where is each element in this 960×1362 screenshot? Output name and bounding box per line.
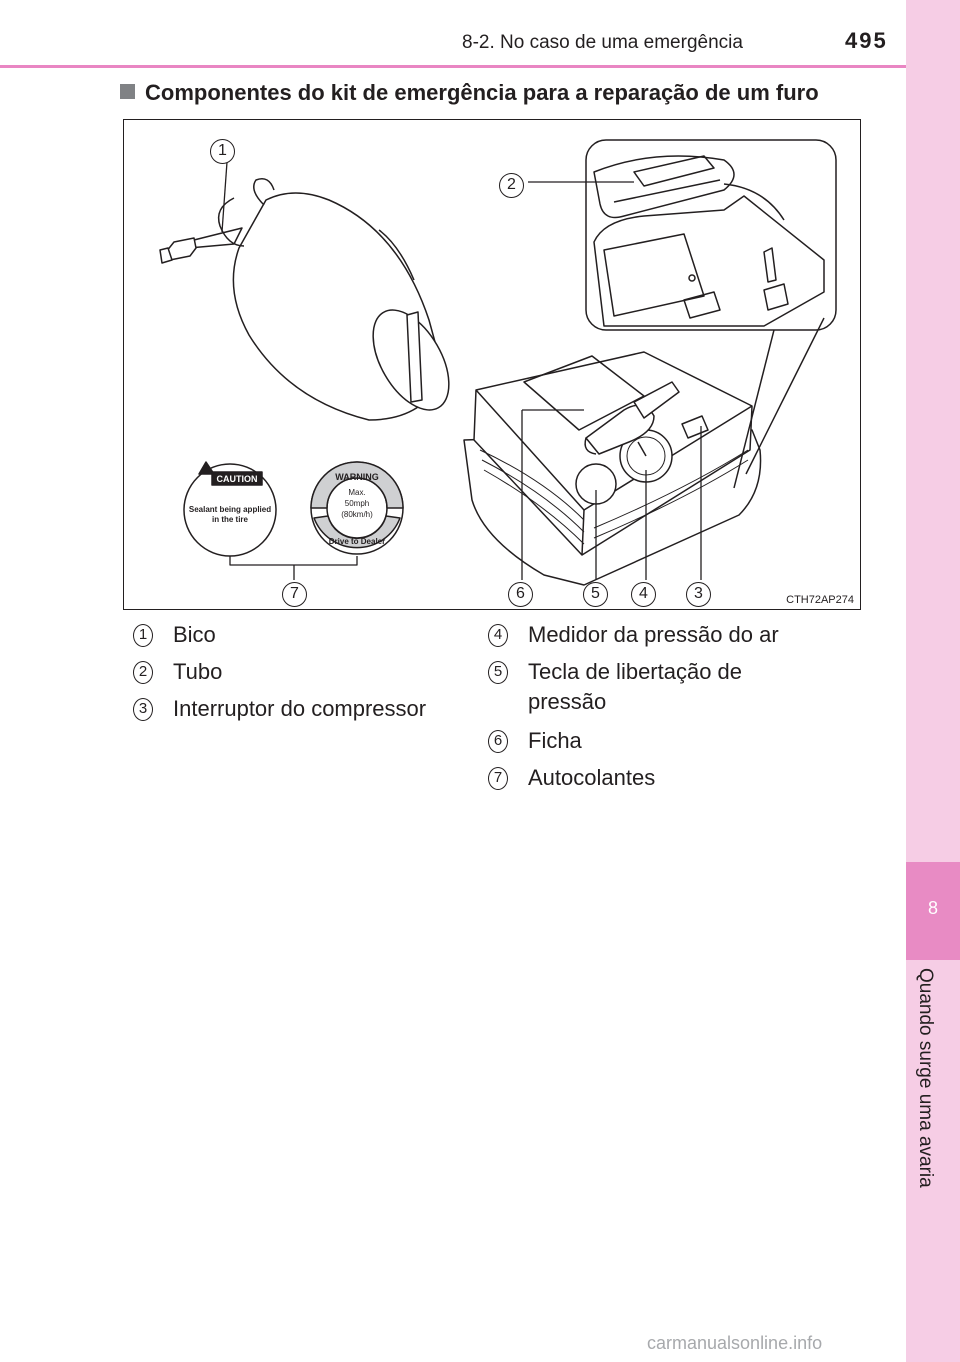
section-title — [120, 80, 819, 106]
warning-sticker-max: Max. — [348, 488, 366, 497]
caution-sticker-line1: Sealant being applied — [188, 505, 272, 514]
figure-callout-5: 5 — [583, 582, 608, 607]
square-bullet-icon — [120, 84, 135, 99]
figure-callout-3: 3 — [686, 582, 711, 607]
caution-sticker-line2: in the tire — [211, 515, 249, 524]
compressor-drawing — [464, 352, 761, 585]
figure-callout-4: 4 — [631, 582, 656, 607]
legend-text-7: Autocolantes — [528, 765, 656, 790]
legend-text-1: Bico — [173, 622, 216, 647]
legend-num-5: 5 — [488, 661, 508, 684]
sealant-bottle-drawing — [160, 179, 464, 423]
header-divider — [0, 65, 906, 68]
warning-sticker-header: WARNING — [335, 472, 379, 482]
legend-num-2: 2 — [133, 661, 153, 684]
caution-sticker-header: CAUTION — [216, 474, 258, 484]
legend-text-6: Ficha — [528, 728, 582, 753]
zoom-inset-drawing — [586, 140, 836, 330]
legend-num-6: 6 — [488, 730, 508, 753]
figure-emergency-kit — [123, 119, 861, 610]
figure-callout-6: 6 — [508, 582, 533, 607]
legend-text-2: Tubo — [173, 659, 223, 684]
warning-sticker-footer: Drive to Dealer — [328, 537, 386, 546]
page-number: 495 — [845, 28, 888, 53]
figure-callout-7: 7 — [282, 582, 307, 607]
legend-text-3: Interruptor do compressor — [173, 696, 427, 721]
legend-text-5-line2: pressão — [528, 689, 607, 714]
section-title-text: Componentes do kit de emergência para a reparação de um furo — [145, 80, 819, 105]
legend-num-4: 4 — [488, 624, 508, 647]
legend-num-1: 1 — [133, 624, 153, 647]
figure-callout-1: 1 — [210, 139, 235, 164]
kit-illustration — [124, 120, 861, 610]
legend-num-3: 3 — [133, 698, 153, 721]
figure-callout-2: 2 — [499, 173, 524, 198]
watermark-link[interactable]: carmanualsonline.info — [647, 1333, 823, 1353]
header-section-title: 8-2. No caso de uma emergência — [462, 32, 743, 53]
warning-sticker-speed-mph: 50mph — [344, 499, 370, 508]
figure-code: CTH72AP274 — [786, 594, 854, 606]
legend-num-7: 7 — [488, 767, 508, 790]
chapter-number: 8 — [927, 898, 938, 918]
warning-sticker-speed-kmh: (80km/h) — [341, 510, 373, 519]
chapter-title: Quando surge uma avaria — [915, 968, 936, 1188]
legend-text-5-line1: Tecla de libertação de — [528, 659, 743, 684]
legend-text-4: Medidor da pressão do ar — [528, 622, 779, 647]
